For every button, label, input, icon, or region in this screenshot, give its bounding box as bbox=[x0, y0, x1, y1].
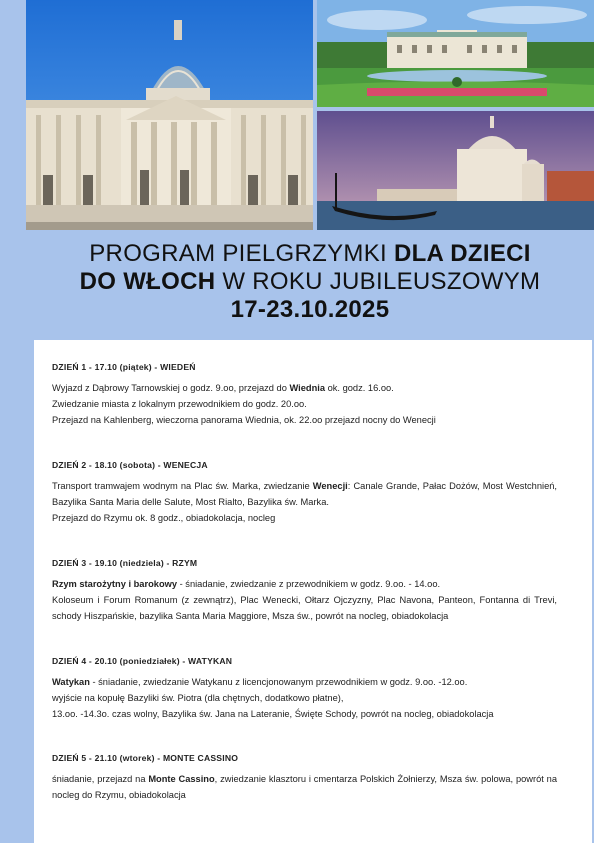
day-description bbox=[52, 771, 557, 803]
text-fragment: Transport tramwajem wodnym na Plac św. Marka, zwiedzanie bbox=[52, 481, 313, 491]
photo-vatican bbox=[26, 0, 313, 230]
day-header: DZIEŃ 1 - 17.10 (piątek) - WIEDEŃ bbox=[52, 362, 196, 372]
title-line-1 bbox=[26, 240, 594, 268]
text-fragment: , zwiedzanie klasztoru i cmentarza Polskich Żołnierzy, Msza św. polowa, powrót na nocleg do Rzymu, obiadokolacja bbox=[52, 774, 557, 800]
day-line: Przejazd do Rzymu ok. 8 godz., obiadokolacja, nocleg bbox=[52, 513, 276, 523]
day-line: Przejazd na Kahlenberg, wieczorna panorama Wiednia, ok. 22.oo przejazd nocny do Wenecji bbox=[52, 415, 436, 425]
title-text: W ROKU JUBILEUSZOWYM bbox=[215, 268, 541, 295]
day-1-section bbox=[52, 362, 557, 428]
day-description bbox=[52, 576, 557, 624]
day-line bbox=[52, 771, 557, 803]
vatican-basilica-image bbox=[26, 0, 313, 230]
day-description bbox=[52, 380, 557, 428]
day-header: DZIEŃ 5 - 21.10 (wtorek) - MONTE CASSINO bbox=[52, 753, 239, 763]
place-name: Watykan bbox=[52, 677, 90, 687]
day-line bbox=[52, 674, 557, 690]
photo-belvedere bbox=[317, 0, 594, 107]
belvedere-palace-image bbox=[317, 0, 594, 107]
text-fragment: Wyjazd z Dąbrowy Tarnowskiej o godz. 9.oo, przejazd do bbox=[52, 383, 290, 393]
day-header: DZIEŃ 2 - 18.10 (sobota) - WENECJA bbox=[52, 460, 208, 470]
program-content bbox=[34, 340, 592, 843]
day-line bbox=[52, 576, 557, 592]
text-fragment: śniadanie, przejazd na bbox=[52, 774, 149, 784]
title-dates: 17-23.10.2025 bbox=[230, 296, 390, 323]
day-line: Zwiedzanie miasta z lokalnym przewodnikiem do godz. 20.oo. bbox=[52, 399, 307, 409]
title-emphasis: DO WŁOCH bbox=[79, 268, 216, 295]
place-name: Rzym starożytny i barokowy bbox=[52, 579, 178, 589]
text-fragment: : Canale Grande, Pałac Dożów, Most Westchnień, Bazylika Santa Maria delle Salute, Most Rialto, Bazylika św. Marka. bbox=[52, 481, 558, 507]
text-fragment: - śniadanie, zwiedzanie z przewodnikiem w godz. 9.oo. - 14.oo. bbox=[177, 579, 441, 589]
day-line bbox=[52, 478, 557, 510]
title-emphasis: DLA DZIECI bbox=[393, 240, 531, 267]
venice-salute-image bbox=[317, 111, 594, 230]
text-fragment: ok. godz. 16.oo. bbox=[325, 383, 394, 393]
day-header: DZIEŃ 3 - 19.10 (niedziela) - RZYM bbox=[52, 558, 198, 568]
place-name: Wenecji bbox=[312, 481, 348, 491]
day-line: wyjście na kopułę Bazyliki św. Piotra (dla chętnych, dodatkowo płatne), bbox=[52, 693, 344, 703]
day-header: DZIEŃ 4 - 20.10 (poniedziałek) - WATYKAN bbox=[52, 656, 233, 666]
day-3-section bbox=[52, 558, 557, 624]
day-2-section bbox=[52, 460, 557, 526]
day-description bbox=[52, 478, 557, 526]
day-line: 13.oo. -14.3o. czas wolny, Bazylika św. Jana na Lateranie, Święte Schody, powrót na nocleg, obiadokolacja bbox=[52, 709, 494, 719]
day-5-section bbox=[52, 753, 557, 803]
program-title bbox=[26, 240, 594, 324]
day-description bbox=[52, 674, 557, 722]
photo-venice bbox=[317, 111, 594, 230]
day-line: Koloseum i Forum Romanum (z zewnątrz), Plac Wenecki, Ołtarz Ojczyzny, Plac Navona, Panteon, Fontanna di Trevi, schody Hiszpańskie, bazylika Santa Maria Maggiore, Msza św., powrót na nocleg, obiadokolacja bbox=[52, 595, 557, 621]
title-text: PROGRAM PIELGRZYMKI bbox=[89, 240, 394, 267]
day-line bbox=[52, 380, 557, 396]
place-name: Monte Cassino bbox=[148, 774, 215, 784]
place-name: Wiednia bbox=[289, 383, 326, 393]
text-fragment: - śniadanie, zwiedzanie Watykanu z licencjonowanym przewodnikiem w godz. 9.oo. -12.oo. bbox=[89, 677, 468, 687]
title-line-2 bbox=[26, 268, 594, 296]
day-4-section bbox=[52, 656, 557, 722]
